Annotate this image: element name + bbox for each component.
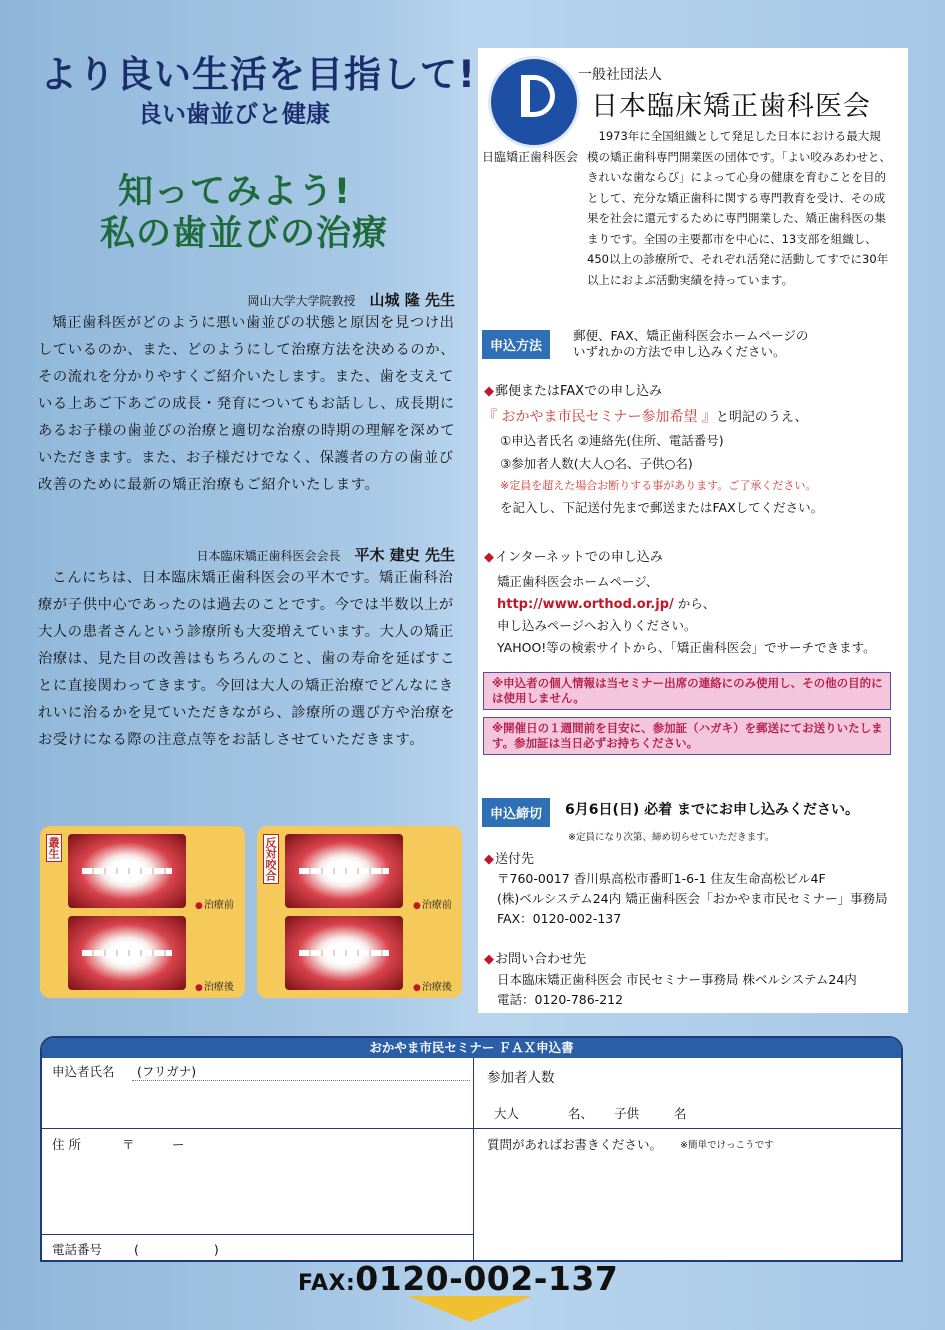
deadline-tag: 申込締切 [482, 798, 550, 827]
child-unit: 名 [674, 1106, 687, 1121]
speaker2-credit [197, 544, 455, 565]
name-input[interactable] [52, 1084, 470, 1124]
crossbite-photo-panel [257, 826, 462, 998]
mail-fax-heading: ◆ 郵便またはFAXでの申し込み [484, 380, 662, 399]
speaker1-credit [248, 289, 455, 310]
speaker2-name: 平木 建史 先生 [354, 546, 455, 564]
association-caption: 日臨矯正歯科医会 [482, 150, 579, 164]
seminar-title-line2: 私の歯並びの治療 [100, 214, 389, 254]
headline: より良い生活を目指して! [40, 53, 476, 96]
speaker1-affiliation: 岡山大学大学院教授 [247, 294, 356, 308]
question-note: ※簡単でけっこうです [680, 1140, 774, 1151]
website-url-suffix: から、 [673, 596, 716, 611]
mail-items-1: ①申込者氏名 ②連絡先(住所、電話番号) [500, 433, 724, 448]
fax-application-form [40, 1036, 903, 1262]
phone-field[interactable]: ( ) [134, 1242, 219, 1257]
furigana-label: (フリガナ) [137, 1064, 197, 1079]
before-label: ● 治療前 [413, 896, 452, 911]
name-label: 申込者氏名 [52, 1064, 115, 1079]
privacy-note: ※申込者の個人情報は当セミナー出席の連絡にのみ使用し、その他の目的には使用しません。 [483, 672, 891, 710]
speaker2-text: こんにちは、日本臨床矯正歯科医会の平木です。矯正歯科治療が子供中心であったのは過去のことです。今では半数以上が大人の患者さんという診療所も大変増えています。大人の矯正治療は、見た目の改善はもちろんのこと、歯の寿命を延ばすことに直接関わってきます。今回は大人の矯正治療でどんなにきれいに治るかを見ていただきながら、診療所の選び方や治療をお受けになる際の注意点等をお話しさせていただきます。 [38, 570, 456, 748]
mail-instruction [483, 406, 808, 426]
mail-title-suffix: と明記のうえ、 [715, 410, 808, 425]
association-logo-icon [488, 56, 580, 148]
send-office: (株)ベルシステム24内 矯正歯科医会「おかやま市民セミナー」事務局 [497, 891, 888, 906]
mail-title: 『 おかやま市民セミナー参加希望 』 [483, 409, 716, 425]
after-treatment-photo [68, 916, 186, 990]
apply-desc-line1: 郵便、FAX、矯正歯科医会ホームページの [573, 328, 809, 343]
before-label: ● 治療前 [195, 896, 234, 911]
speaker2-affiliation: 日本臨床矯正歯科医会会長 [196, 549, 341, 563]
address-label: 住 所 [52, 1137, 81, 1152]
send-to-heading: ◆ 送付先 [484, 848, 534, 867]
after-label: ● 治療後 [195, 978, 234, 993]
after-label: ● 治療後 [413, 978, 452, 993]
down-arrow-icon [408, 1296, 532, 1322]
website-link[interactable]: http://www.orthod.or.jp/ [497, 597, 674, 612]
fax-digits: 0120-002-137 [355, 1259, 619, 1298]
speaker1-text: 矯正歯科医がどのように悪い歯並びの状態と原因を見つけ出しているのか、また、どのようにして治療方法を決めるのか、その流れを分かりやすくご紹介いたします。また、歯を支えている上あご下あごの成長・発育についてもお話しし、成長期にあるお子様の歯並びの治療と適切な治療の時期の理解を深めていただきます。また、お子様だけでなく、保護者の方の歯並び改善のために最新の矯正治療もご紹介いたします。 [38, 315, 456, 493]
question-input[interactable] [482, 1154, 897, 1259]
crowding-photo-panel [40, 826, 245, 998]
internet-line4: YAHOO!等の検索サイトから、「矯正歯科医会」でサーチできます。 [497, 640, 876, 655]
website-url-line [497, 594, 715, 612]
internet-line1: 矯正歯科医会ホームページ、 [497, 574, 659, 589]
adult-label: 大人 [494, 1106, 520, 1121]
mail-instruction-end: を記入し、下記送付先まで郵送またはFAXしてください。 [500, 500, 824, 515]
participants-label: 参加者人数 [487, 1070, 555, 1086]
before-treatment-photo [68, 834, 186, 908]
deadline-text: 6月6日(日) 必着 までにお申し込みください。 [565, 802, 860, 818]
inquiry-office: 日本臨床矯正歯科医会 市民セミナー事務局 株ベルシステム24内 [497, 972, 857, 987]
association-type: 一般社団法人 [578, 67, 662, 83]
crossbite-label: 反対咬合 [263, 834, 279, 884]
adult-unit: 名、 [568, 1106, 594, 1121]
fax-number [298, 1259, 618, 1298]
deadline-note: ※定員になり次第、締め切らせていただきます。 [568, 832, 775, 843]
mail-items-2: ③参加者人数(大人○名、子供○名) [500, 456, 693, 471]
apply-method-tag: 申込方法 [482, 330, 550, 359]
fax-prefix: FAX: [298, 1271, 356, 1296]
apply-method-desc [573, 328, 808, 360]
send-address: 〒760-0017 香川県高松市番町1-6-1 住友生命高松ビル4F [497, 871, 826, 886]
inquiry-heading: ◆ お問い合わせ先 [484, 948, 586, 967]
apply-desc-line2: いずれかの方法で申し込みください。 [573, 344, 786, 359]
child-label: 子供 [614, 1106, 640, 1121]
subheadline: 良い歯並びと健康 [138, 100, 330, 128]
question-label: 質問があればお書きください。 [487, 1137, 663, 1152]
association-description: 1973年に全国組織として発足した日本における最大規模の矯正歯科専門開業医の団体です。「よい咬みあわせと、きれいな歯ならび」によって心身の健康を育むことを目的として、充分な矯正歯科に関する専門教育を受け、その成果を社会に還元するために専門開業した、矯正歯科医の集まりです。全国の主要都市を中心に、13支部を組織し、450以上の診療所で、それぞれ活発に活動してすでに30年以上におよぶ活動実績を持っています。 [587, 129, 891, 287]
before-treatment-photo [285, 834, 403, 908]
send-fax: FAX：0120-002-137 [497, 911, 622, 926]
form-title: おかやま市民セミナー ＦＡＸ申込書 [42, 1038, 901, 1058]
association-name: 日本臨床矯正歯科医会 [591, 91, 871, 122]
phone-label: 電話番号 [52, 1242, 103, 1257]
seminar-title-line1: 知ってみよう! [118, 172, 351, 212]
capacity-note: ※定員を超えた場合お断りする事があります。ご了承ください。 [500, 479, 817, 492]
speaker1-name: 山城 隆 先生 [369, 291, 455, 309]
after-treatment-photo [285, 916, 403, 990]
internet-heading: ◆ インターネットでの申し込み [484, 546, 663, 565]
ticket-note: ※開催日の１週間前を目安に、参加証（ハガキ）を郵送にてお送りいたします。参加証は当日必ずお持ちください。 [483, 717, 891, 755]
crowding-label: 叢生 [46, 834, 62, 862]
postal-code-field[interactable]: 〒 ー [122, 1137, 185, 1152]
internet-line3: 申し込みページへお入りください。 [497, 618, 697, 633]
inquiry-phone: 電話：0120-786-212 [497, 992, 624, 1007]
